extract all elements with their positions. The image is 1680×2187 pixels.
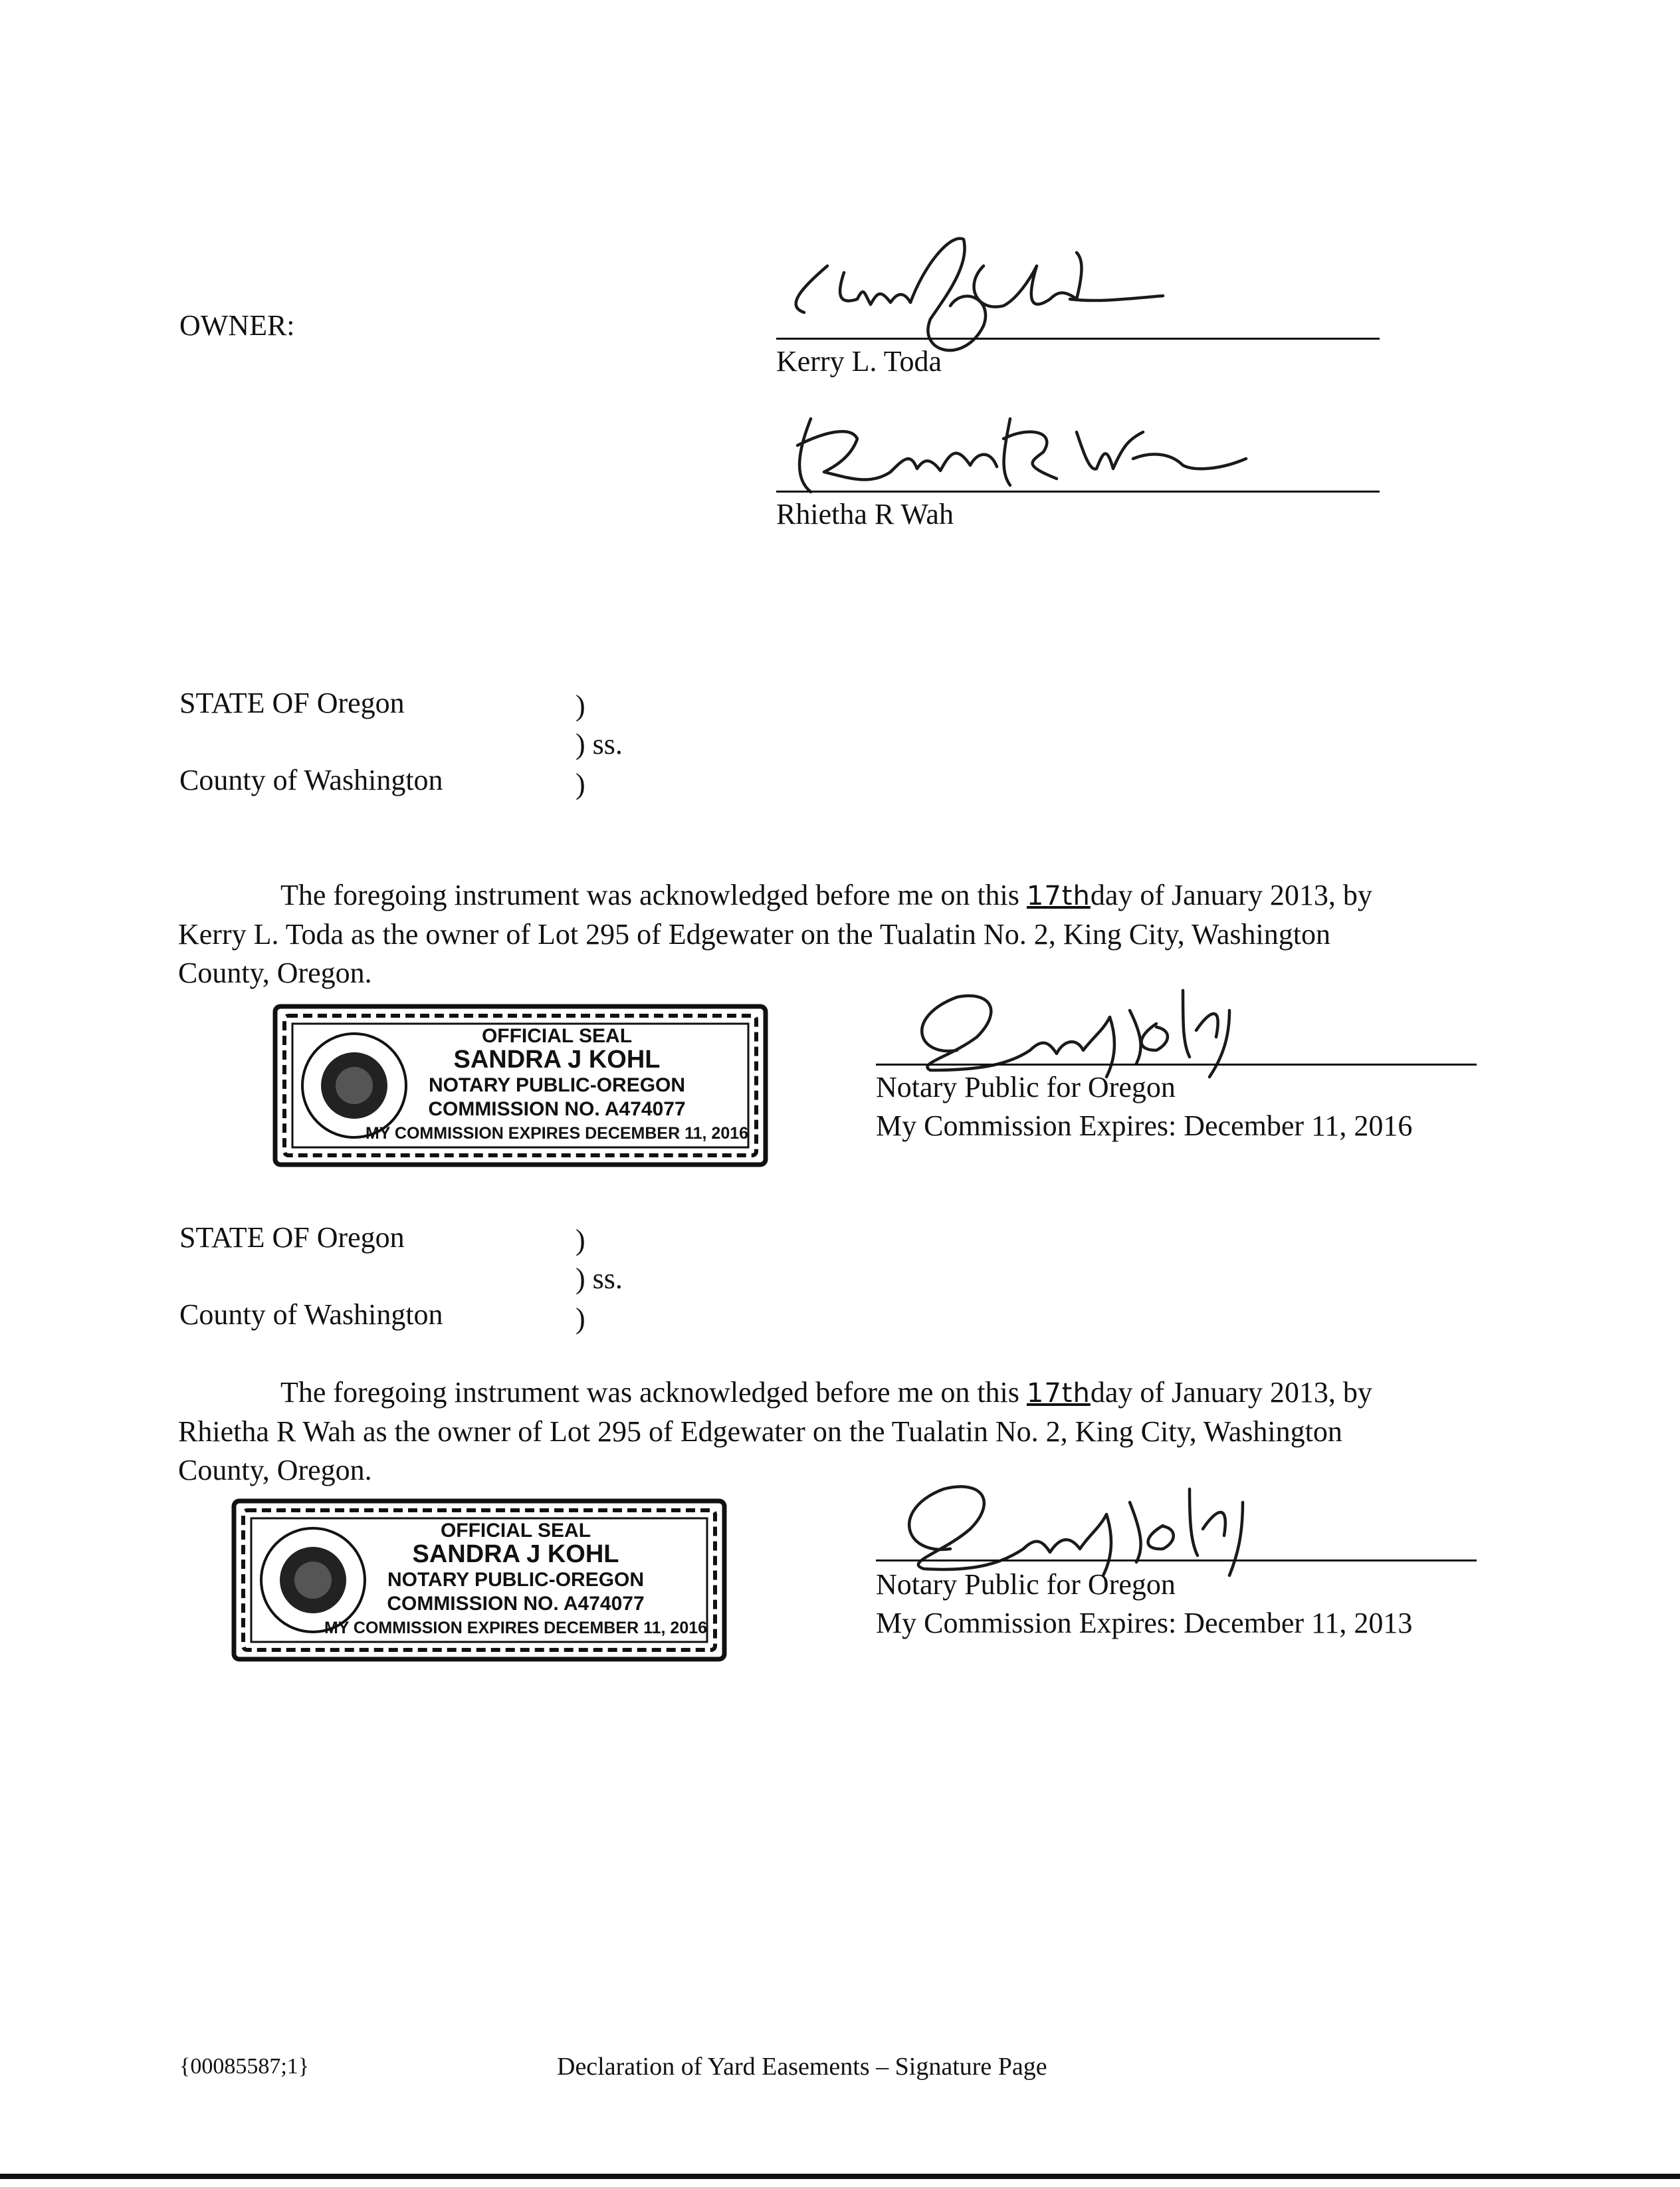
notary2-commission-expires: My Commission Expires: December 11, 2013 — [876, 1607, 1413, 1639]
notary1-signature-line — [876, 1064, 1477, 1066]
owner2-signature-line — [776, 491, 1380, 493]
ack2-line1-after: day of January 2013, by — [1090, 1376, 1372, 1409]
notary1-commission-expires: My Commission Expires: December 11, 2016 — [876, 1109, 1413, 1142]
seal1-line5: MY COMMISSION EXPIRES DECEMBER 11, 2016 — [365, 1124, 749, 1143]
notary2-title: Notary Public for Oregon — [876, 1568, 1176, 1601]
acknowledgment-1 — [178, 876, 1521, 992]
seal2-line1: OFFICIAL SEAL — [440, 1520, 591, 1542]
seal2-line2: SANDRA J KOHL — [412, 1540, 619, 1568]
venue2-county: County of Washington — [179, 1298, 443, 1331]
venue1-state: STATE OF Oregon — [179, 687, 405, 719]
owner2-name: Rhietha R Wah — [776, 498, 954, 530]
ack1-line2: Kerry L. Toda as the owner of Lot 295 of Edgewater on the Tualatin No. 2, King City, Washington — [178, 918, 1330, 951]
venue1-paren-top: ) — [576, 689, 585, 722]
venue1-paren-bottom: ) — [576, 768, 585, 800]
venue2-paren-bottom: ) — [576, 1302, 585, 1335]
ack1-line1-before: The foregoing instrument was acknowledged before me on this — [280, 879, 1019, 911]
ack2-line3: County, Oregon. — [178, 1454, 372, 1486]
owner-label: OWNER: — [179, 309, 295, 342]
ack2-line1-before: The foregoing instrument was acknowledged before me on this — [280, 1376, 1019, 1409]
seal1-line1: OFFICIAL SEAL — [481, 1025, 633, 1047]
seal1-line2: SANDRA J KOHL — [453, 1046, 661, 1074]
venue2-paren-top: ) — [576, 1224, 585, 1256]
notary1-title: Notary Public for Oregon — [876, 1071, 1176, 1103]
seal1-line3: NOTARY PUBLIC-OREGON — [428, 1074, 686, 1096]
venue2-ss: ) ss. — [576, 1262, 623, 1295]
venue1-ss: ) ss. — [576, 728, 623, 760]
owner1-name: Kerry L. Toda — [776, 345, 942, 378]
notary2-signature-line — [876, 1559, 1477, 1561]
seal2-line3: NOTARY PUBLIC-OREGON — [387, 1569, 645, 1591]
footer-title: Declaration of Yard Easements – Signature Page — [557, 2053, 1047, 2081]
seal2-line4: COMMISSION NO. A474077 — [387, 1593, 645, 1615]
notary-seal-2 — [230, 1497, 728, 1663]
footer-doc-id: {00085587;1} — [179, 2054, 310, 2079]
acknowledgment-2 — [178, 1373, 1521, 1490]
ack2-day-handwritten: 17th — [1026, 1378, 1091, 1409]
notary-seal-1 — [271, 1002, 770, 1169]
ack1-line3: County, Oregon. — [178, 957, 372, 989]
ack1-line1-after: day of January 2013, by — [1090, 879, 1372, 911]
seal2-line5: MY COMMISSION EXPIRES DECEMBER 11, 2016 — [324, 1619, 708, 1637]
ack2-line2: Rhietha R Wah as the owner of Lot 295 of Edgewater on the Tualatin No. 2, King City, Washington — [178, 1415, 1342, 1448]
ack1-day-handwritten: 17th — [1026, 881, 1091, 911]
scan-bottom-edge — [0, 2174, 1680, 2179]
venue2-state: STATE OF Oregon — [179, 1221, 405, 1254]
seal1-line4: COMMISSION NO. A474077 — [428, 1098, 686, 1120]
owner1-signature-line — [776, 338, 1380, 340]
venue1-county: County of Washington — [179, 764, 443, 796]
